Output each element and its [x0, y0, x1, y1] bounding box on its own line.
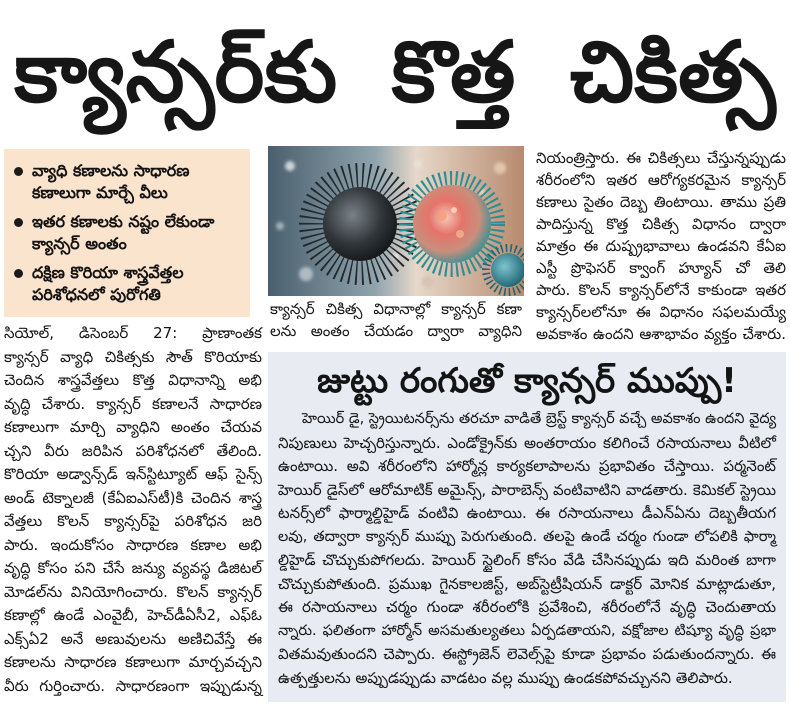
body-line: ఎస్టీ ప్రొఫెసర్ క్వాంగ్ హ్యూన్ చో తెలి	[536, 259, 786, 277]
body-line: క్యాన్సర్ వ్యాధి చికిత్సకు సౌత్ కొరియాకు	[4, 347, 262, 366]
cancer-cells-illustration	[268, 146, 524, 296]
headline: క్యాన్సర్‌కు కొత్త చికిత్స	[14, 23, 776, 121]
bullet-icon	[14, 167, 23, 176]
main-story-right-column	[536, 147, 786, 345]
main-story-left-column	[4, 322, 262, 698]
highlight-text	[32, 262, 242, 306]
highlight-line: దక్షిణ కొరియా శాస్త్రవేత్తల	[32, 262, 184, 282]
body-line: అవకాశం ఉందని ఆశాభావం వ్యక్తం చేశారు.	[536, 325, 786, 343]
body-line: కణాలు సైతం దెబ్బ తింటాయి. తాము ప్రతి	[536, 193, 786, 211]
highlight-line: ఇతర కణాలకు నష్టం లేకుండా	[32, 211, 215, 231]
highlight-line: పరిశోధనలో పురోగతి	[32, 284, 161, 304]
body-line: మాత్రం ఈ దుష్ప్రభావాలు ఉండవని కేఏఐ	[536, 237, 786, 255]
body-line: ఉంటాయి. అవి శరీరంలోని హార్మోన్ల కార్యకలాపాలను ప్రభావితం చేస్తాయి. పర్మనెంట్	[278, 457, 776, 475]
body-line: క్యాన్సర్‌లలోనూ ఈ విధానం సఫలమయ్యే	[536, 303, 786, 321]
body-line: మోడల్‌ను వినియోగించారు. కొలన్ క్యాన్సర్	[4, 582, 262, 601]
body-line: క్యాన్సర్ చికిత్స విధానాల్లో క్యాన్సర్ కణా	[270, 300, 522, 318]
body-line: ఉత్పత్తులను అప్పుడప్పుడు వాడటం వల్ల ముప్పు ఉండకపోవచ్చునని తెలిపారు.	[278, 668, 733, 687]
hair-dye-story-box	[268, 352, 786, 702]
body-line: చొచ్చుకుపోతుంది. ప్రముఖ గైనకాలజిస్ట్, అబ్‌స్టెట్రీషియన్ డాక్టర్ మోనిక మాట్లాడుతూ,	[278, 574, 776, 593]
hair-dye-story-body	[278, 408, 776, 690]
body-line: పారు. కొలన్ క్యాన్సర్‌లోనే కాకుండా ఇతర	[536, 281, 786, 299]
cancer-cells-photo	[268, 146, 524, 296]
body-line: లను అంతం చేయడం ద్వారా వ్యాధిని	[270, 322, 522, 340]
highlight-text	[32, 160, 242, 204]
body-line: శరీరంలోని ఇతర ఆరోగ్యకరమైన క్యాన్సర్	[536, 171, 786, 189]
body-line: న్నారు. ఫలితంగా హార్మోన్ అసమతుల్యతలు ఏర్పడతాయని, వక్షోజాల టిష్యూ వృద్ధి ప్రభా	[278, 622, 776, 639]
body-line: వృద్ధి కోసం పని చేసే జన్యు వ్యవస్థ డిజిటల్	[4, 559, 262, 577]
body-line: కణాల్లో ఉండే ఎంవైబీ, హెచ్‌డీఏసీ2, ఎఫ్‌ఓ	[4, 606, 262, 624]
body-line: లవు, తద్వారా క్యాన్సర్ ముప్పు పెరుగుతుంది. తలపై ఉండే చర్మం గుండా లోపలికి ఫార్మా	[278, 528, 776, 545]
body-line: వితమవుతుందని చెప్పారు. ఈస్ట్రోజెన్ లెవెల్స్‌పై కూడా ప్రభావం పడుతుందన్నారు. ఈ	[278, 645, 776, 663]
hair-dye-story-title: జుట్టు రంగుతో క్యాన్సర్ ముప్పు!	[317, 361, 737, 401]
body-line: నియంత్రిస్తారు. ఈ చికిత్సలు చేస్తున్నప్పుడు	[536, 149, 786, 167]
highlight-text	[32, 211, 242, 255]
bullet-icon	[14, 218, 23, 227]
body-line: చెందిన శాస్త్రవేత్తలు కొత్త విధానాన్ని అభి	[4, 371, 262, 389]
body-line: ఈ రసాయనాలు చర్మం గుండా శరీరంలోకి ప్రవేశించి, శరీరంలోనే వృద్ధి చెందుతాయ	[278, 598, 776, 616]
body-line: పాదిస్తున్న కొత్త చికిత్స విధానం ద్వారా	[536, 215, 786, 233]
highlights-box	[4, 149, 250, 317]
body-line: సియోల్, డిసెంబర్ 27: ప్రాణాంతక	[4, 324, 262, 342]
body-line: హెయిర్ డైస్‌లో ఆరోమాటిక్ అమైన్స్, పారాబెన్స్ వంటివాటిని వాడతారు. కెమికల్ స్ట్రెయి	[278, 480, 776, 499]
body-line: నిపుణులు హెచ్చరిస్తున్నారు. ఎండోక్రైన్‌కు అంతరాయం కలిగించే రసాయనాలు వీటిలో	[278, 433, 776, 452]
body-line: చ్చని వీరు జరిపిన పరిశోధనలో తేలింది.	[4, 441, 262, 460]
bullet-icon	[14, 269, 23, 278]
body-line: వేత్తలు కొలన్ క్యాన్సర్‌పై పరిశోధన జరి	[4, 512, 262, 530]
body-line: కణాలుగా మార్చి వ్యాధిని అంతం చేయవ	[4, 418, 262, 436]
highlight-item	[14, 262, 242, 306]
highlight-line: క్యాన్సర్ అంతం	[32, 233, 127, 253]
body-line: వీరు గుర్తించారు. సాధారణంగా ఇప్పుడున్న	[4, 676, 262, 695]
body-line: పారు. ఇందుకోసం సాధారణ కణాల అభి	[4, 535, 262, 554]
highlight-line: కణాలుగా మార్చే వీలు	[32, 183, 168, 203]
main-story-below-photo	[270, 298, 522, 342]
body-line: కొరియా అడ్వాన్స్‌డ్ ఇన్‌స్టిట్యూట్ ఆఫ్ సైన్స్	[4, 465, 262, 483]
body-line: హెయిర్ డై, స్ట్రెయిటనర్స్‌ను తరచూ వాడితే బ్రెస్ట్ క్యాన్సర్ వచ్చే అవకాశం ఉందని వైద్య	[302, 411, 777, 427]
body-line: అండ్ టెక్నాలజీ (కేఏఐఎస్‌టీ)కి చెందిన శాస్త్ర	[4, 488, 262, 507]
body-line: ఎక్స్‌ఏ2 అనే అణువులను అణిచివేస్తే ఈ	[4, 629, 262, 648]
body-line: కణాలను సాధారణ కణాలుగా మార్చవచ్చని	[4, 653, 262, 671]
highlight-line: వ్యాధి కణాలను సాధారణ	[32, 161, 190, 181]
highlight-item	[14, 160, 242, 204]
highlight-item	[14, 211, 242, 255]
body-line: టనర్స్‌లో ఫార్మాల్డిహైడ్ వంటివి ఉంటాయి. ఈ రసాయనాలు డీఎన్ఏను దెబ్బతీయగ	[278, 504, 776, 522]
body-line: వృద్ధి చేశారు. క్యాన్సర్ కణాలనే సాధారణ	[4, 394, 262, 413]
body-line: ల్డిహైడ్ చొచ్చుకుపోగలదు. హెయిర్ స్టైలింగ్ కోసం వేడి చేసినప్పుడు ఇది మరింత బాగా	[278, 551, 776, 569]
